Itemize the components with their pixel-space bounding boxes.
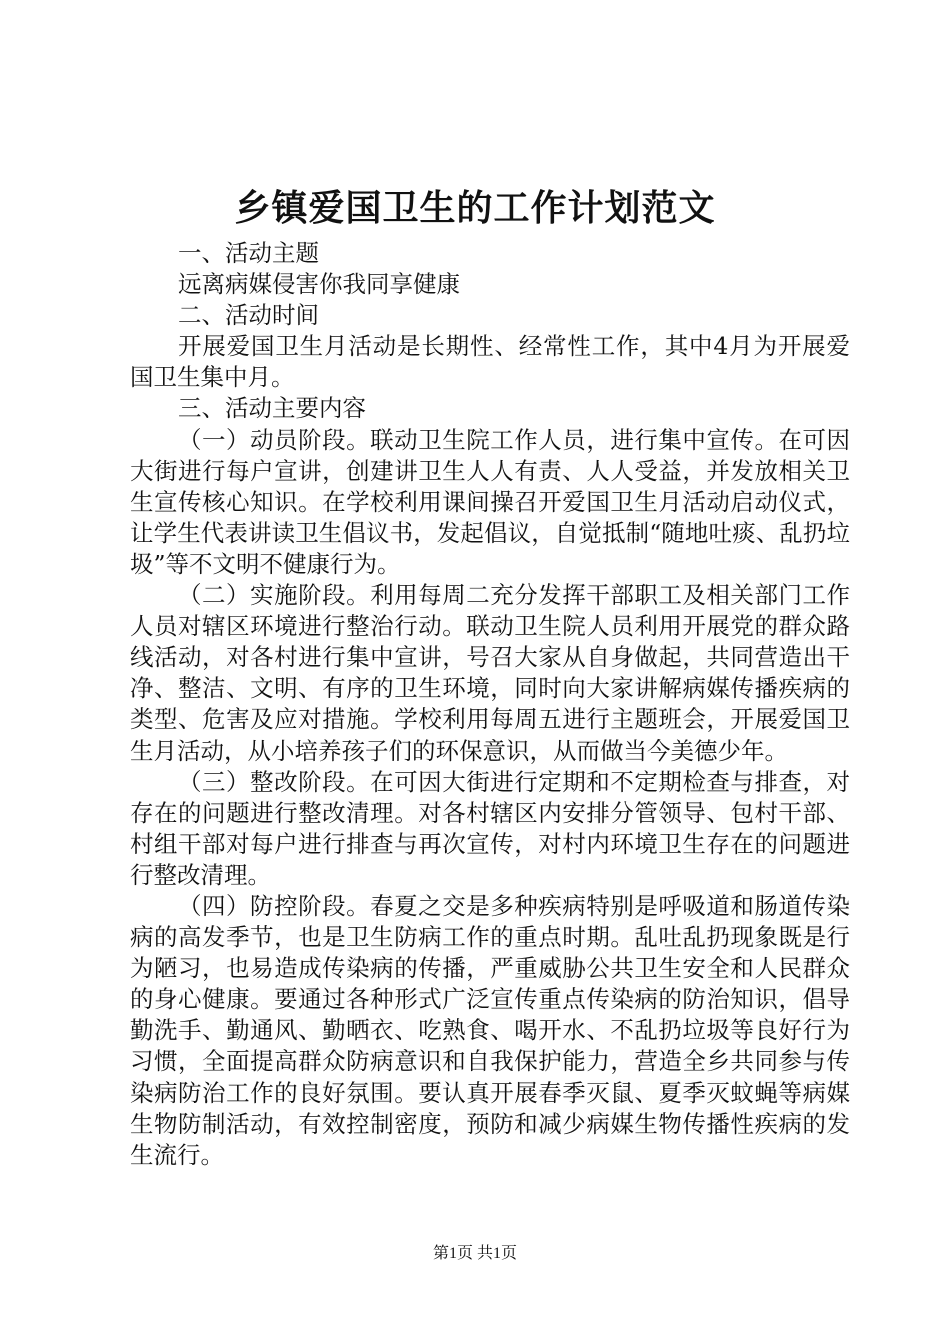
- paragraph-prevention: （四）防控阶段。春夏之交是多种疾病特别是呼吸道和肠道传染病的高发季节，也是卫生防病工作的重点时期。乱吐乱扔现象既是行为陋习，也易造成传染病的传播，严重威胁公共卫生安全和人民群众的身心健康。要通过各种形式广泛宣传重点传染病的防治知识，倡导勤洗手、勤通风、勤晒衣、吃熟食、喝开水、不乱扔垃圾等良好行为习惯，全面提高群众防病意识和自我保护能力，营造全乡共同参与传染病防治工作的良好氛围。要认真开展春季灭鼠、夏季灭蚊蝇等病媒生物防制活动，有效控制密度，预防和减少病媒生物传播性疾病的发生流行。: [130, 891, 850, 1169]
- section-heading-theme: 一、活动主题: [178, 239, 319, 267]
- document-body: [130, 238, 850, 1171]
- theme-text: 远离病媒侵害你我同享健康: [178, 270, 460, 299]
- paragraph-rectification: （三）整改阶段。在可因大街进行定期和不定期检查与排查，对存在的问题进行整改清理。对各村辖区内安排分管领导、包村干部、村组干部对每户进行排查与再次宣传，对村内环境卫生存在的问题进行整改清理。: [130, 767, 850, 889]
- page-footer: 第1页 共1页: [432, 1245, 517, 1262]
- time-text: 开展爱国卫生月活动是长期性、经常性工作，其中4月为开展爱国卫生集中月。: [130, 332, 850, 392]
- section-heading-time: 二、活动时间: [178, 301, 319, 330]
- section-heading-content: 三、活动主要内容: [178, 394, 366, 423]
- document-title: 乡镇爱国卫生的工作计划范文: [234, 187, 716, 229]
- paragraph-mobilization: （一）动员阶段。联动卫生院工作人员，进行集中宣传。在可因大街进行每户宣讲，创建讲卫生人人有责、人人受益，并发放相关卫生宣传核心知识。在学校利用课间操召开爱国卫生月活动启动仪式，让学生代表讲读卫生倡议书，发起倡议，自觉抵制“随地吐痰、乱扔垃圾”等不文明不健康行为。: [130, 425, 850, 578]
- paragraph-implementation: （二）实施阶段。利用每周二充分发挥干部职工及相关部门工作人员对辖区环境进行整治行动。联动卫生院人员利用开展党的群众路线活动，对各村进行集中宣讲，号召大家从自身做起，共同营造出干净、整洁、文明、有序的卫生环境，同时向大家讲解病媒传播疾病的类型、危害及应对措施。学校利用每周五进行主题班会，开展爱国卫生月活动，从小培养孩子们的环保意识，从而做当今美德少年。: [130, 581, 850, 765]
